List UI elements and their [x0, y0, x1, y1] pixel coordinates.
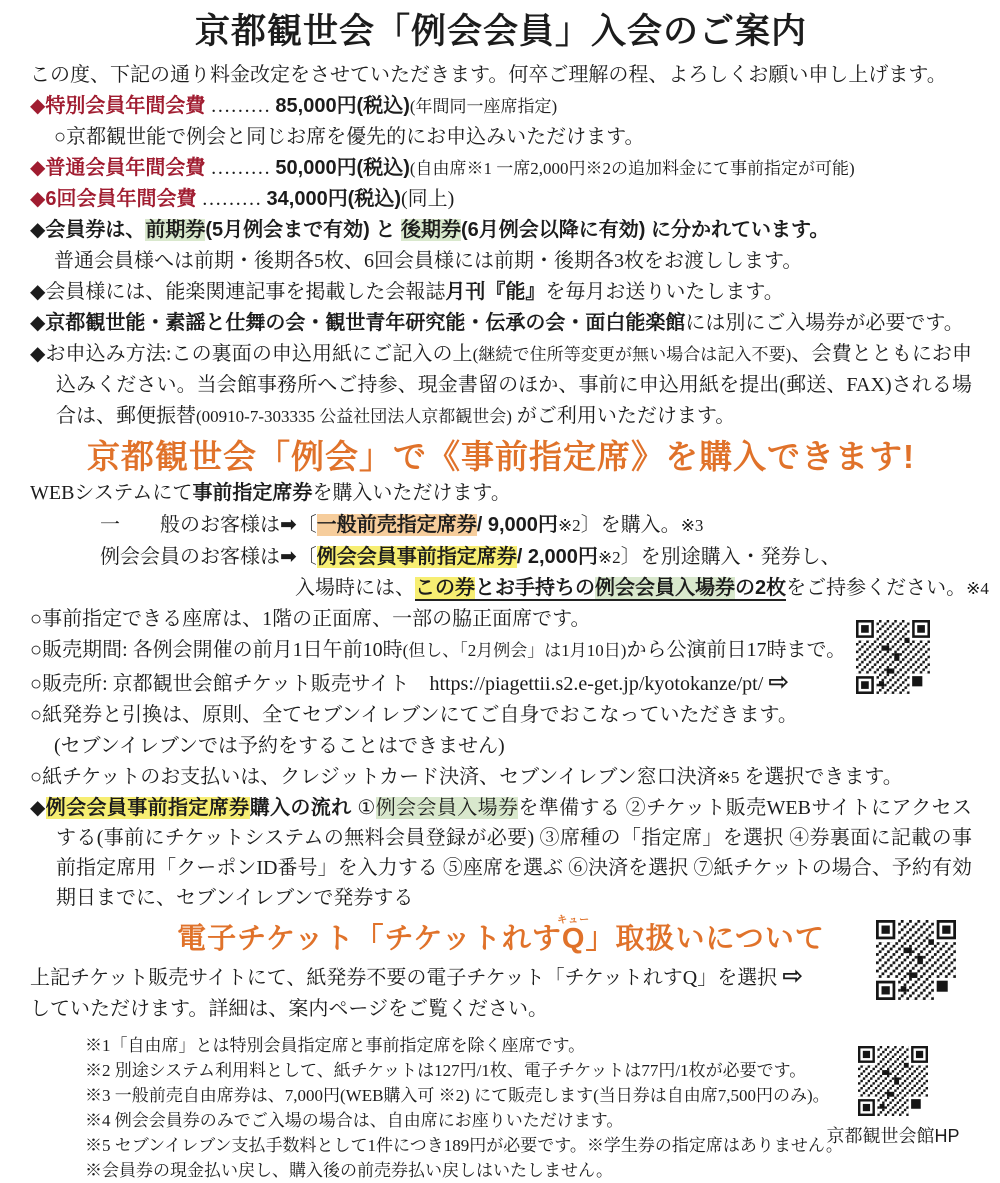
- membership-ticket-line: [30, 215, 972, 246]
- text-segment: この券: [415, 577, 475, 599]
- footnote-4: ※4 例会会員券のみでご入場の場合は、自由席にお座りいただけます。: [85, 1111, 624, 1130]
- text-segment: ○販売所: 京都観世会館チケット販売サイト: [30, 673, 430, 695]
- text-segment: ◆特別会員年間会費: [30, 95, 206, 117]
- eticket-line-1: [30, 960, 972, 994]
- fee-line-special: [30, 91, 972, 122]
- text-segment: https://piagettii.s2.e-get.jp/kyotokanze/pt/: [429, 673, 764, 695]
- general-customer-line: [30, 509, 972, 541]
- intro-text: この度、下記の通り料金改定をさせていただきます。何卒ご理解の程、よろしくお願い申し上げます。: [30, 64, 947, 86]
- text-segment: ◆普通会員年間会費: [30, 157, 206, 179]
- footnote-6: ※会員券の現金払い戻し、購入後の前売券払い戻しはいたしません。: [85, 1161, 614, 1180]
- text-segment: ※5: [716, 768, 740, 787]
- text-segment: Qキュー: [557, 915, 591, 955]
- text-segment: ※4: [966, 579, 989, 598]
- qr-code-eticket: [876, 920, 956, 1000]
- footnote-3: ※3 一般前売自由席券は、7,000円(WEB購入可 ※2) にて販売します(当日券は自由席7,500円のみ)。: [85, 1086, 830, 1105]
- text-segment: 85,000円(税込): [275, 95, 410, 117]
- text-segment: 前期券: [145, 219, 206, 241]
- membership-ticket-note: 普通会員様へは前期・後期各5枚、6回会員様には前期・後期各3枚をお渡しします。: [54, 250, 803, 272]
- text-segment: 上記チケット販売サイトにて、紙発券不要の電子チケット「チケットれすQ」を選択: [30, 967, 783, 989]
- text-segment: と: [369, 219, 401, 241]
- text-segment: 」取扱いについて: [585, 923, 825, 955]
- text-segment: ………: [205, 95, 276, 117]
- qr-code-ticket-site: [856, 620, 930, 694]
- text-segment: ◆会員券は、: [30, 219, 146, 241]
- fee-note-special: ○京都観世能で例会と同じお席を優先的にお申込みいただけます。: [54, 126, 645, 148]
- footnote-1: ※1「自由席」とは特別会員指定席と事前指定席を除く座席です。: [85, 1036, 586, 1055]
- footnotes-block: [30, 1033, 972, 1183]
- separate-ticket-line: [30, 308, 972, 339]
- text-segment: ※2: [557, 516, 581, 535]
- text-segment: をご持参ください。: [786, 577, 967, 599]
- fee-line-six: [30, 184, 972, 215]
- text-segment: ◆会員様には、能楽関連記事を掲載した会報誌: [30, 281, 446, 303]
- text-segment: がご利用いただけます。: [511, 405, 736, 427]
- text-segment: ◆: [30, 797, 46, 819]
- text-segment: 例会会員入場券: [375, 797, 519, 819]
- text-segment: ○紙チケットのお支払いは、クレジットカード決済、セブンイレブン窓口決済: [30, 766, 717, 788]
- text-segment: を選択できます。: [739, 766, 903, 788]
- text-segment: 〔: [296, 546, 317, 568]
- text-segment: ○販売期間: 各例会開催の前月1日午前10時: [30, 639, 403, 661]
- arrow-right-icon: ➡: [280, 544, 297, 568]
- sales-period-line: [30, 635, 972, 666]
- footnote-5: ※5 セブンイレブン支払手数料として1件につき189円が必要です。※学生券の指定席はありません。: [85, 1136, 843, 1155]
- arrow-outline-icon: ⇨: [782, 961, 804, 990]
- text-segment: 〕を別途購入・発券し、: [620, 546, 841, 568]
- text-segment: / 9,000円: [476, 514, 558, 536]
- text-segment: から公演前日17時まで。: [626, 639, 847, 661]
- text-segment: 入場時には、: [295, 577, 415, 599]
- text-segment: ①: [357, 797, 376, 819]
- footnote-2: ※2 別途システム利用料として、紙チケットは127円/1枚、電子チケットは77円/1枚が必要です。: [85, 1061, 807, 1080]
- text-segment: には別にご入場券が必要です。: [685, 312, 964, 334]
- application-method-paragraph: [30, 339, 972, 432]
- text-segment: に分かれています。: [645, 219, 830, 241]
- payment-line: [30, 762, 972, 793]
- text-segment: (自由席※1 一席2,000円※2の追加料金にて事前指定が可能): [409, 159, 855, 178]
- qr-code-homepage: [858, 1046, 928, 1116]
- newsletter-line: [30, 277, 972, 308]
- text-segment: 例会会員事前指定席券: [316, 546, 517, 568]
- fee-line-regular: [30, 153, 972, 184]
- document-title: 京都観世会「例会会員」入会のご案内: [194, 12, 807, 51]
- web-system-line: [30, 478, 972, 509]
- sales-site-line: [30, 666, 972, 700]
- seat-line: ○事前指定できる座席は、1階の正面席、一部の脇正面席です。: [30, 608, 591, 630]
- text-segment: 例会会員事前指定席券: [45, 797, 250, 819]
- text-segment: ※2: [597, 548, 621, 567]
- text-segment: 電子チケット「チケットれす: [177, 923, 562, 955]
- text-segment: とお手持ちの: [475, 577, 595, 599]
- text-segment: 購入の流れ: [249, 797, 358, 819]
- text-segment: 〕を購入。: [580, 514, 681, 536]
- text-segment: ………: [196, 188, 267, 210]
- text-segment: / 2,000円: [516, 546, 598, 568]
- text-segment: (同上): [401, 188, 455, 210]
- text-segment: (00910-7-303335 公益社団法人京都観世会): [196, 407, 512, 426]
- text-segment: 事前指定席券: [192, 482, 313, 504]
- text-segment: 50,000円(税込): [275, 157, 410, 179]
- text-segment: (年間同一座席指定): [409, 97, 558, 116]
- paper-ticket-line: ○紙発券と引換は、原則、全てセブンイレブンにてご自身でおこなっていただきます。: [30, 704, 798, 726]
- seven-eleven-note: (セブンイレブンでは予約をすることはできません): [54, 735, 505, 757]
- text-segment: 月刊『能』: [445, 281, 546, 303]
- text-segment: の2枚: [735, 577, 787, 599]
- text-segment: 〔: [296, 514, 317, 536]
- text-segment: WEBシステムにて: [30, 482, 193, 504]
- eticket-heading: [30, 915, 972, 958]
- text-segment: 例会会員のお客様は: [100, 546, 280, 568]
- qr-caption: 京都観世会館HP: [826, 1126, 960, 1146]
- text-segment: ※3: [680, 516, 704, 535]
- text-segment: ………: [205, 157, 276, 179]
- text-segment: (但し、「2月例会」は1月10日): [402, 641, 627, 660]
- text-segment: 例会会員入場券: [595, 577, 735, 599]
- purchase-heading: 京都観世会「例会」で《事前指定席》を購入できます!: [87, 438, 915, 475]
- text-segment: 一 般のお客様は: [100, 514, 280, 536]
- arrow-outline-icon: ⇨: [768, 667, 790, 696]
- text-segment: ◆6回会員年間会費: [30, 188, 197, 210]
- purchase-flow-paragraph: [30, 793, 972, 913]
- text-segment: を購入いただけます。: [312, 482, 511, 504]
- text-segment: 34,000円(税込): [266, 188, 402, 210]
- member-customer-line: [30, 541, 972, 573]
- text-segment: 後期券: [400, 219, 461, 241]
- text-segment: を毎月お送りいたします。: [545, 281, 784, 303]
- arrow-right-icon: ➡: [280, 512, 297, 536]
- admission-note-line: [30, 573, 989, 604]
- text-segment: (継続で住所等変更が無い場合は記入不要): [472, 345, 792, 364]
- text-segment: ◆お申込み方法:この裏面の申込用紙にご記入の上: [30, 343, 473, 365]
- text-segment: 、会費とともにお申込みください。当会館事務所へご持参、現金書留のほか、事前に申込用紙を提出(郵送、FAX)される場合は、郵便振替: [56, 343, 973, 427]
- text-segment: (5月例会まで有効): [205, 219, 370, 241]
- text-segment: 一般前売指定席券: [316, 514, 477, 536]
- eticket-line-2: していただけます。詳細は、案内ページをご覧ください。: [30, 998, 548, 1020]
- text-segment: ◆京都観世能・素謡と仕舞の会・観世青年研究能・伝承の会・面白能楽館: [30, 312, 686, 334]
- text-segment: を準備する ②チケット販売WEBサイトにアクセスする(事前にチケットシステムの無料会員登録が必要) ③席種の「指定席」を選択 ④券裏面に記載の事前指定席用「クーポンID番号」を入力する ⑤座席を選ぶ ⑥決済を選択 ⑦紙チケットの場合、予約有効期日までに、セブンイレブンで発券する: [56, 797, 973, 909]
- text-segment: (6月例会以降に有効): [460, 219, 646, 241]
